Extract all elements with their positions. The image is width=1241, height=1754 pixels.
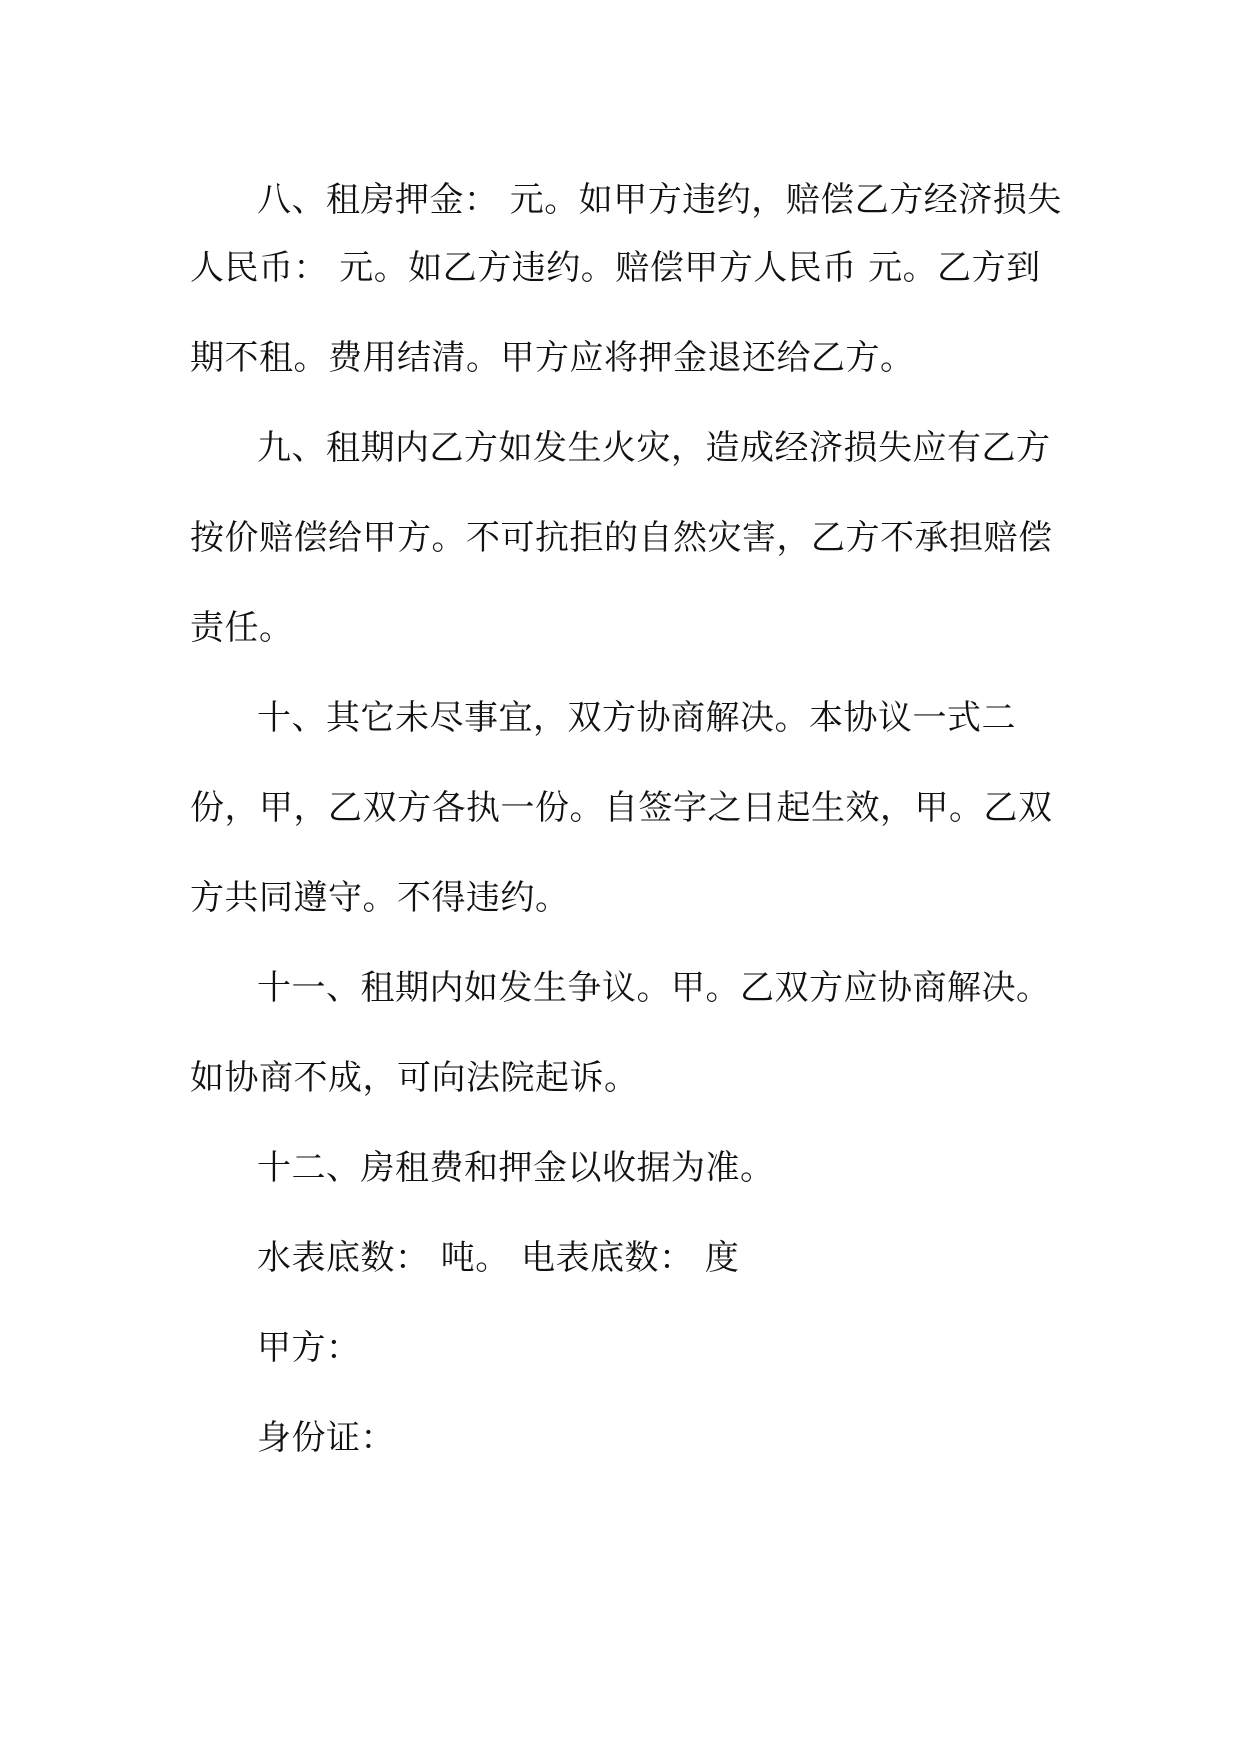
clause-11-line-1: 十一、租期内如发生争议。甲。乙双方应协商解决。 <box>257 968 1051 1008</box>
clause-9-line-3: 责任。 <box>190 608 294 648</box>
clause-8-line-2: 人民币： 元。如乙方违约。赔偿甲方人民币 元。乙方到 <box>190 248 1041 288</box>
clause-10-line-3: 方共同遵守。不得违约。 <box>190 878 570 918</box>
clause-9-line-2: 按价赔偿给甲方。不可抗拒的自然灾害，乙方不承担赔偿 <box>190 518 1053 558</box>
clause-10-line-2: 份，甲，乙双方各执一份。自签字之日起生效，甲。乙双 <box>190 788 1053 828</box>
meter-readings-line: 水表底数： 吨。 电表底数： 度 <box>257 1238 740 1278</box>
clause-12-line: 十二、房租费和押金以收据为准。 <box>257 1148 775 1188</box>
id-card-label: 身份证： <box>257 1418 395 1458</box>
clause-8-line-1: 八、租房押金： 元。如甲方违约，赔偿乙方经济损失 <box>257 180 1062 220</box>
clause-9-line-1: 九、租期内乙方如发生火灾，造成经济损失应有乙方 <box>257 428 1051 468</box>
party-a-label: 甲方： <box>257 1328 361 1368</box>
clause-8-line-3: 期不租。费用结清。甲方应将押金退还给乙方。 <box>190 338 915 378</box>
clause-11-line-2: 如协商不成，可向法院起诉。 <box>190 1058 639 1098</box>
clause-10-line-1: 十、其它未尽事宜，双方协商解决。本协议一式二 <box>257 698 1016 738</box>
